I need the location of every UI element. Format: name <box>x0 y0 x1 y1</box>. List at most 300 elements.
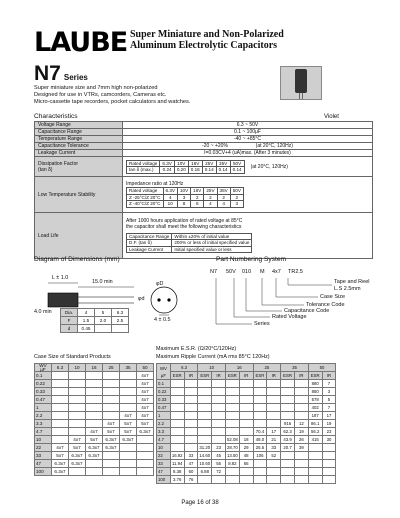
case-cell: 5x7 <box>120 428 137 436</box>
esr-cell <box>184 396 198 404</box>
esr-cell <box>225 476 239 484</box>
case-cell <box>86 380 103 388</box>
value-cell: 2 <box>191 194 204 201</box>
esr-cell <box>322 476 336 484</box>
low-temp-cell <box>123 177 373 213</box>
esr-cell <box>281 396 295 404</box>
ir-subheader: IR <box>267 372 281 380</box>
pn-legend: Series <box>254 321 270 327</box>
esr-cell: 18 <box>239 436 253 444</box>
row-label: 3.3 <box>157 428 171 436</box>
case-cell <box>86 404 103 412</box>
corner-bottom: μF <box>160 372 166 378</box>
case-cell <box>86 412 103 420</box>
esr-cell <box>212 412 226 420</box>
esr-cell: 10.60 <box>199 461 211 466</box>
esr-cell <box>281 388 295 396</box>
dissipation-cell <box>123 157 373 177</box>
voltage-cell: 35V <box>217 188 230 195</box>
spec-label: Low Temperature Stability <box>35 177 123 213</box>
esr-cell: 21 <box>267 436 281 444</box>
esr-cell <box>170 444 184 452</box>
esr-cell: 880 <box>308 380 322 388</box>
case-cell <box>120 404 137 412</box>
case-cell: 4x7 <box>86 428 103 436</box>
case-cell: 6.3x7 <box>52 460 69 468</box>
corner-top: WV <box>39 363 47 368</box>
table-row <box>35 150 373 157</box>
esr-cell <box>184 412 198 420</box>
row-label: Leakage Current <box>127 246 172 253</box>
series-suffix: Series <box>63 73 88 82</box>
color-label: Violet <box>324 114 339 120</box>
case-cell <box>86 420 103 428</box>
case-cell <box>52 396 69 404</box>
esr-cell: 76 <box>184 476 198 484</box>
case-table-title: Case Size of Standard Products <box>34 354 111 360</box>
esr-cell: 23 <box>212 444 226 452</box>
case-cell <box>137 436 154 444</box>
pn-code: TR2.5 <box>288 269 303 275</box>
esr-cell <box>184 436 198 444</box>
esr-cell <box>212 396 226 404</box>
dim-cell: 2.5 <box>112 317 129 325</box>
case-cell <box>69 468 86 476</box>
esr-cell: 47 <box>184 460 198 468</box>
case-cell <box>137 460 154 468</box>
table-row <box>35 420 154 428</box>
row-label: 0.47 <box>157 404 171 412</box>
row-label: 4.7 <box>157 436 171 444</box>
case-size-table <box>34 363 154 476</box>
esr-cell <box>294 412 308 420</box>
case-cell <box>120 452 137 460</box>
dim-label: φd <box>138 296 145 302</box>
value-cell: 0.20 <box>174 167 188 174</box>
esr-cell: 65 <box>239 460 253 468</box>
table-row <box>157 460 336 468</box>
case-cell <box>69 388 86 396</box>
spec-label: Voltage Range <box>35 122 123 129</box>
case-cell <box>137 452 154 460</box>
spec-label: Capacitance Range <box>35 129 123 136</box>
dim-cell: d <box>61 325 78 333</box>
voltage-header: 16 <box>225 364 253 372</box>
table-row <box>157 396 336 404</box>
case-cell: 4x7 <box>137 412 154 420</box>
esr-cell <box>170 396 184 404</box>
table-row <box>35 157 373 177</box>
table-row <box>35 129 373 136</box>
case-cell: 5x7 <box>137 420 154 428</box>
table-row <box>35 122 373 129</box>
spec-label <box>35 157 123 177</box>
case-cell <box>52 412 69 420</box>
esr-cell <box>170 420 184 428</box>
table-row <box>157 404 336 412</box>
row-label: Rated voltage <box>127 188 164 195</box>
low-temp-table <box>126 187 244 208</box>
dim-cell: 1.5 <box>78 317 95 325</box>
value-cell: 0.24 <box>160 167 174 174</box>
esr-cell <box>198 380 212 388</box>
esr-cell <box>184 404 198 412</box>
row-label: 0.1 <box>157 380 171 388</box>
value-cell: 0.14 <box>216 167 230 174</box>
table-row <box>61 317 129 325</box>
spec-value: -20 ~ +20% (at 20°C, 120Hz) <box>123 143 373 150</box>
esr-cell: 26 <box>294 436 308 444</box>
load-life-cell <box>123 213 373 259</box>
esr-cell <box>239 428 253 436</box>
spec-value: 0.1 ~ 100μF <box>123 129 373 136</box>
table-row <box>35 452 154 460</box>
voltage-cell: 16V <box>188 160 202 167</box>
esr-cell <box>281 476 295 484</box>
row-label: 0.47 <box>35 396 52 404</box>
esr-cell: 55 <box>212 460 226 468</box>
esr-cell <box>198 412 212 420</box>
esr-cell <box>267 388 281 396</box>
pn-code: 010 <box>242 269 252 275</box>
table-row <box>35 404 154 412</box>
case-cell <box>69 404 86 412</box>
esr-cell <box>294 396 308 404</box>
corner-bottom: μF <box>40 366 46 372</box>
case-cell <box>137 468 154 476</box>
table-row <box>35 380 154 388</box>
row-label: 2.2 <box>157 420 171 428</box>
case-cell: 5x7 <box>69 444 86 452</box>
table-row <box>35 364 154 372</box>
row-label: 100 <box>157 476 171 484</box>
voltage-header: 25 <box>253 364 281 372</box>
brand-logo: LAUBE <box>34 27 128 58</box>
esr-cell <box>308 476 322 484</box>
esr-cell <box>212 404 226 412</box>
esr-cell <box>294 476 308 484</box>
esr-cell: 19 <box>294 428 308 436</box>
esr-cell <box>225 420 239 428</box>
voltage-header: 16 <box>86 364 103 372</box>
esr-cell <box>253 460 267 468</box>
voltage-header: 10 <box>198 364 226 372</box>
pn-code: 4x7 <box>272 269 281 275</box>
value-cell: 0.16 <box>188 167 202 174</box>
dim-label: L ± 1.0 <box>52 275 69 281</box>
esr-cell: 23 <box>322 428 336 436</box>
dim-cell: 4 <box>78 309 95 317</box>
table-row <box>127 201 244 208</box>
table-row <box>157 436 336 444</box>
dim-label: 15.0 min <box>92 279 113 285</box>
row-label: 33 <box>157 460 171 468</box>
dim-cell: 5 <box>95 309 112 317</box>
table-row <box>127 240 252 247</box>
esr-cell <box>184 428 198 436</box>
row-label: 4.7 <box>35 428 52 436</box>
row-label: 100 <box>35 468 52 476</box>
value-cell: 0.14 <box>230 167 244 174</box>
intro-line: Super miniature size and 7mm high non-polarized <box>34 85 158 91</box>
value-cell: 3 <box>230 201 243 208</box>
esr-cell <box>281 404 295 412</box>
row-label: 47 <box>35 460 52 468</box>
voltage-cell: 6.3V <box>163 188 177 195</box>
row-label: 0.1 <box>35 372 52 380</box>
row-label: 2.2 <box>35 412 52 420</box>
esr-cell <box>267 460 281 468</box>
esr-cell <box>225 396 239 404</box>
esr-cell <box>308 460 322 468</box>
esr-cell <box>184 380 198 388</box>
case-cell: 4x7 <box>52 444 69 452</box>
esr-cell <box>281 452 295 460</box>
table-row <box>157 388 336 396</box>
row-label: 3.3 <box>35 420 52 428</box>
part-number-diagram <box>206 269 376 344</box>
voltage-header: 25 <box>103 364 120 372</box>
esr-cell <box>239 404 253 412</box>
spec-label: Capacitance Tolerance <box>35 143 123 150</box>
voltage-cell: 10V <box>174 160 188 167</box>
esr-cell: 578 <box>308 396 322 404</box>
voltage-cell: 25V <box>204 188 217 195</box>
esr-cell <box>239 420 253 428</box>
esr-cell: 16.92 <box>171 453 183 458</box>
case-cell: 5x7 <box>103 428 120 436</box>
value-cell: 3 <box>177 194 190 201</box>
esr-cell <box>308 444 322 452</box>
table-row <box>35 136 373 143</box>
part-number-title: Part Numbering System <box>216 256 286 263</box>
row-label: tan δ (max.) <box>127 167 160 174</box>
row-label: 1 <box>35 404 52 412</box>
esr-cell <box>267 380 281 388</box>
case-cell <box>69 372 86 380</box>
esr-cell <box>198 476 212 484</box>
case-cell <box>120 468 137 476</box>
esr-cell <box>267 396 281 404</box>
case-cell <box>52 388 69 396</box>
voltage-header: 50 <box>308 364 336 372</box>
case-cell: 4x7 <box>137 396 154 404</box>
case-cell <box>103 388 120 396</box>
case-cell <box>86 388 103 396</box>
case-cell: 5x7 <box>120 420 137 428</box>
table-row <box>157 428 336 436</box>
case-cell <box>52 404 69 412</box>
table-row <box>35 428 154 436</box>
row-value: Within ±20% of initial value <box>172 233 252 240</box>
spec-label: Leakage Current <box>35 150 123 157</box>
row-label: 47 <box>157 468 171 476</box>
dim-cell: 2.0 <box>95 317 112 325</box>
characteristics-title: Characteristics <box>34 113 78 120</box>
corner-cell <box>157 364 171 380</box>
esr-cell: 8.38 <box>170 468 184 476</box>
row-label: Z -25°C/Z 20°C <box>127 194 164 201</box>
esr-cell: 17 <box>267 428 281 436</box>
table-row <box>35 460 154 468</box>
brand-tagline-2: Aluminum Electrolytic Capacitors <box>130 40 278 51</box>
esr-cell <box>322 468 336 476</box>
case-cell: 6.3x7 <box>137 428 154 436</box>
table-row <box>157 364 336 372</box>
esr-cell <box>239 388 253 396</box>
dim-label: 4.0 min <box>34 309 52 315</box>
esr-cell <box>253 476 267 484</box>
case-cell <box>103 412 120 420</box>
esr-cell <box>239 468 253 476</box>
case-cell <box>52 428 69 436</box>
case-cell <box>120 388 137 396</box>
dim-cell: 0.45 <box>78 325 95 333</box>
esr-cell: 5 <box>322 396 336 404</box>
esr-cell <box>281 460 295 468</box>
case-cell: 6.3x7 <box>103 444 120 452</box>
esr-cell: 3.76 <box>170 476 184 484</box>
esr-cell <box>198 428 212 436</box>
case-cell <box>120 460 137 468</box>
esr-cell <box>294 468 308 476</box>
case-cell <box>86 396 103 404</box>
esr-cell <box>322 460 336 468</box>
table-row <box>157 468 336 476</box>
case-cell: 5x7 <box>52 452 69 460</box>
case-cell: 6.3x7 <box>86 444 103 452</box>
esr-cell: 402 <box>308 404 322 412</box>
voltage-header: 35 <box>120 364 137 372</box>
esr-cell <box>225 428 239 436</box>
esr-cell <box>267 420 281 428</box>
case-cell: 6.3x7 <box>103 436 120 444</box>
voltage-cell: 10V <box>177 188 190 195</box>
row-label: 0.22 <box>157 388 171 396</box>
esr-cell <box>170 404 184 412</box>
dim-cell <box>112 325 129 333</box>
case-cell: 4x7 <box>137 388 154 396</box>
case-cell <box>86 460 103 468</box>
esr-cell: 33 <box>184 452 198 460</box>
case-cell <box>103 404 120 412</box>
row-value: Initial specified value or less <box>172 246 252 253</box>
esr-cell: 20.7 <box>281 444 295 452</box>
esr-cell: 56.2 <box>308 428 322 436</box>
pn-legend: Capacitance Code <box>284 308 330 314</box>
dim-cell <box>95 325 112 333</box>
esr-cell <box>253 380 267 388</box>
pn-code: M <box>260 269 265 275</box>
load-life-table <box>126 233 252 254</box>
dimensions-title: Diagram of Dimensions (mm) <box>34 256 120 263</box>
table-row <box>157 412 336 420</box>
brand-tagline-1: Super Miniature and Non-Polarized <box>130 29 284 40</box>
corner-top: WV <box>159 365 167 371</box>
corner-cell <box>35 364 52 372</box>
esr-cell <box>294 452 308 460</box>
case-cell <box>52 372 69 380</box>
voltage-cell: 25V <box>202 160 216 167</box>
table-row <box>35 372 154 380</box>
value-cell: 10 <box>163 201 177 208</box>
esr-cell <box>294 460 308 468</box>
esr-cell <box>281 468 295 476</box>
esr-cell: 850 <box>308 388 322 396</box>
esr-title: Maximum E.S.R. (Ω/20°C/120Hz) <box>156 346 237 352</box>
esr-subheader: ESR <box>253 372 267 380</box>
case-cell <box>69 428 86 436</box>
esr-cell <box>212 420 226 428</box>
esr-cell <box>170 380 184 388</box>
intro-line: Designed for use in VTRs, camcorders, Cameras etc. <box>34 92 167 98</box>
dissipation-note: (at 20°C, 120Hz) <box>250 163 288 170</box>
ripple-title: Maximum Ripple Current (mA rms 85°C 120Hz) <box>156 354 270 360</box>
case-cell <box>69 380 86 388</box>
esr-cell: 25.5 <box>253 444 267 452</box>
value-cell: 6 <box>191 201 204 208</box>
row-value: 200% or less of initial specified value <box>172 240 252 247</box>
case-cell <box>103 452 120 460</box>
esr-cell <box>225 404 239 412</box>
esr-cell: 31.20 <box>199 445 211 450</box>
value-cell: 0.14 <box>202 167 216 174</box>
esr-cell <box>225 388 239 396</box>
esr-cell <box>239 396 253 404</box>
esr-cell: 39 <box>294 444 308 452</box>
esr-cell <box>267 468 281 476</box>
esr-cell <box>198 404 212 412</box>
esr-cell <box>225 468 239 476</box>
table-row <box>35 143 373 150</box>
intro-line: Micro-cassette tape recorders, pocket calculators and watches. <box>34 99 191 105</box>
dissipation-table <box>126 160 245 174</box>
esr-cell <box>281 412 295 420</box>
value-cell: 2 <box>204 194 217 201</box>
capacitor-photo <box>280 66 322 100</box>
spec-label: Load Life <box>35 213 123 259</box>
table-row <box>61 325 129 333</box>
esr-cell: 916 <box>281 420 295 428</box>
esr-cell <box>294 380 308 388</box>
row-label: 22 <box>157 452 171 460</box>
case-cell <box>69 412 86 420</box>
esr-cell <box>322 444 336 452</box>
voltage-header: 50 <box>137 364 154 372</box>
capacitor-icon <box>295 69 307 93</box>
esr-cell <box>253 404 267 412</box>
esr-cell: 3 <box>322 388 336 396</box>
esr-cell <box>212 380 226 388</box>
esr-cell: 52 <box>267 452 281 460</box>
ir-subheader: IR <box>239 372 253 380</box>
voltage-header: 6.3 <box>52 364 69 372</box>
esr-cell <box>198 396 212 404</box>
case-cell <box>52 436 69 444</box>
esr-cell <box>184 420 198 428</box>
table-row <box>157 372 336 380</box>
value-cell: 4 <box>204 201 217 208</box>
row-label: 0.33 <box>157 396 171 404</box>
value-cell: 4 <box>217 201 230 208</box>
esr-cell: 415 <box>308 436 322 444</box>
case-cell <box>120 372 137 380</box>
esr-cell: 28.70 <box>227 445 238 450</box>
case-cell: 6.3x7 <box>69 452 86 460</box>
load-life-text: After 1000 hours application of rated voltage at 85°C <box>126 217 243 224</box>
esr-cell <box>253 396 267 404</box>
esr-cell: 13.50 <box>227 453 238 458</box>
